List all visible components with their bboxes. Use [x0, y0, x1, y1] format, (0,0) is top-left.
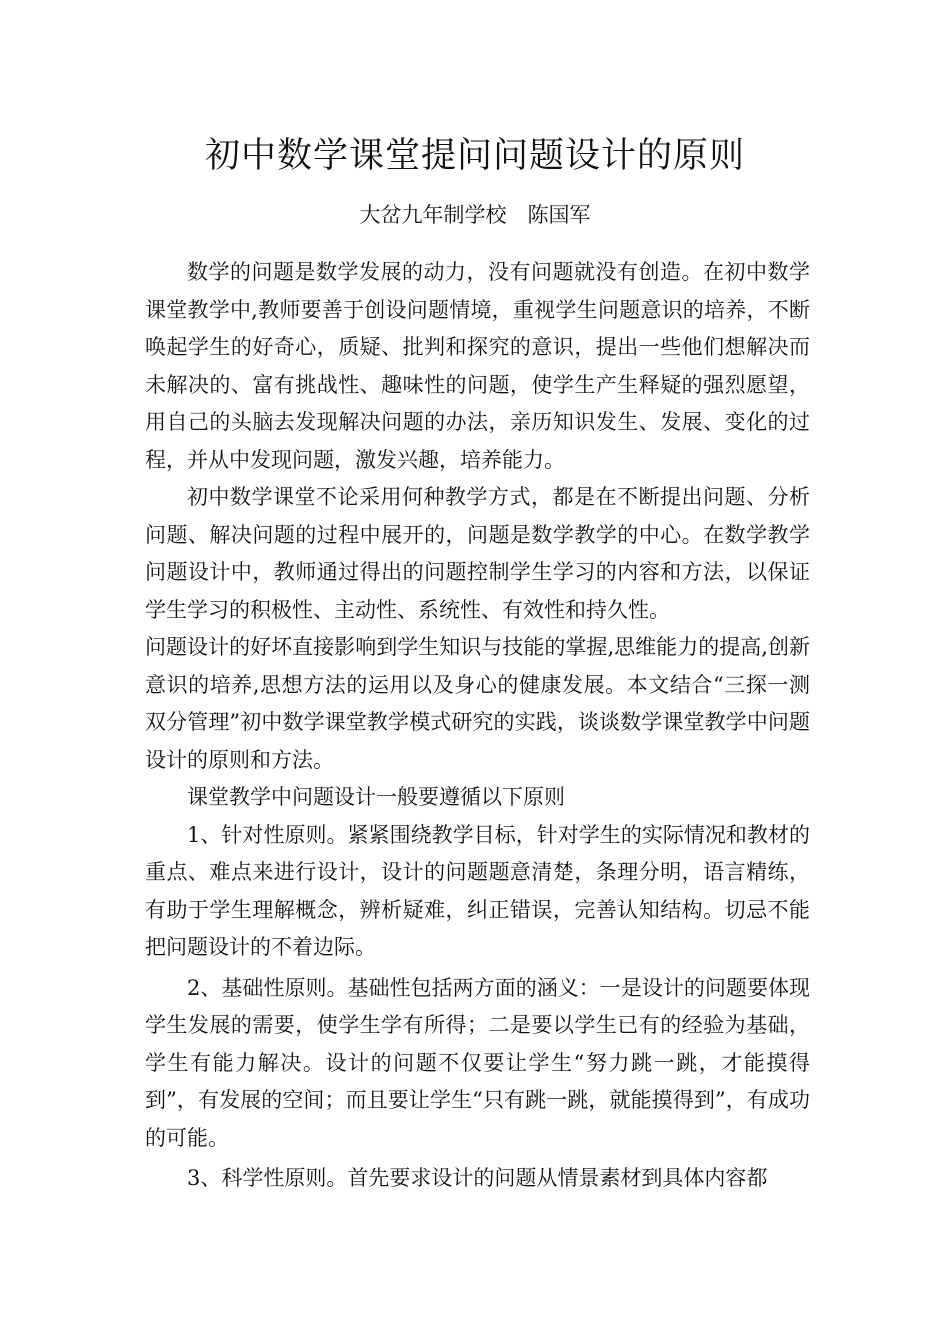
document-author: 大岔九年制学校 陈国军	[359, 203, 591, 227]
paragraph-principle-1: 1、针对性原则。紧紧围绕教学目标，针对学生的实际情况和教材的重点、难点来进行设计，设计的问题题意清楚，条理分明，语言精练，有助于学生理解概念，辨析疑难，纠正错误，完善认知结构。切忌不能把问题设计的不着边际。	[145, 822, 810, 959]
paragraph-design-impact: 问题设计的好坏直接影响到学生知识与技能的掌握,思维能力的提高,创新意识的培养,思想方法的运用以及身心的健康发展。本文结合“三探一测双分管理”初中数学课堂教学模式研究的实践，谈谈数学课堂教学中问题设计的原则和方法。	[145, 635, 810, 772]
paragraph-principle-2: 2、基础性原则。基础性包括两方面的涵义：一是设计的问题要体现学生发展的需要，使学生学有所得；二是要以学生已有的经验为基础，学生有能力解决。设计的问题不仅要让学生“努力跳一跳，才能摸得到”，有发展的空间；而且要让学生“只有跳一跳，就能摸得到”，有成功的可能。	[145, 975, 810, 1150]
paragraph-intro: 数学的问题是数学发展的动力，没有问题就没有创造。在初中数学课堂教学中,教师要善于创设问题情境，重视学生问题意识的培养，不断唤起学生的好奇心，质疑、批判和探究的意识，提出一些他们想解决而未解决的、富有挑战性、趣味性的问题，使学生产生释疑的强烈愿望，用自己的头脑去发现解决问题的办法，亲历知识发生、发展、变化的过程，并从中发现问题，激发兴趣，培养能力。	[145, 260, 810, 472]
paragraph-principles-heading: 课堂教学中问题设计一般要遵循以下原则	[187, 785, 565, 809]
paragraph-principle-3: 3、科学性原则。首先要求设计的问题从情景素材到具体内容都	[187, 1166, 768, 1190]
paragraph-classroom-questions: 初中数学课堂不论采用何种教学方式，都是在不断提出问题、分析问题、解决问题的过程中展开的，问题是数学教学的中心。在数学教学问题设计中，教师通过得出的问题控制学生学习的内容和方法，以保证学生学习的积极性、主动性、系统性、有效性和持久性。	[145, 485, 810, 622]
document-title: 初中数学课堂提问问题设计的原则	[204, 136, 745, 176]
document-body	[145, 254, 810, 1198]
